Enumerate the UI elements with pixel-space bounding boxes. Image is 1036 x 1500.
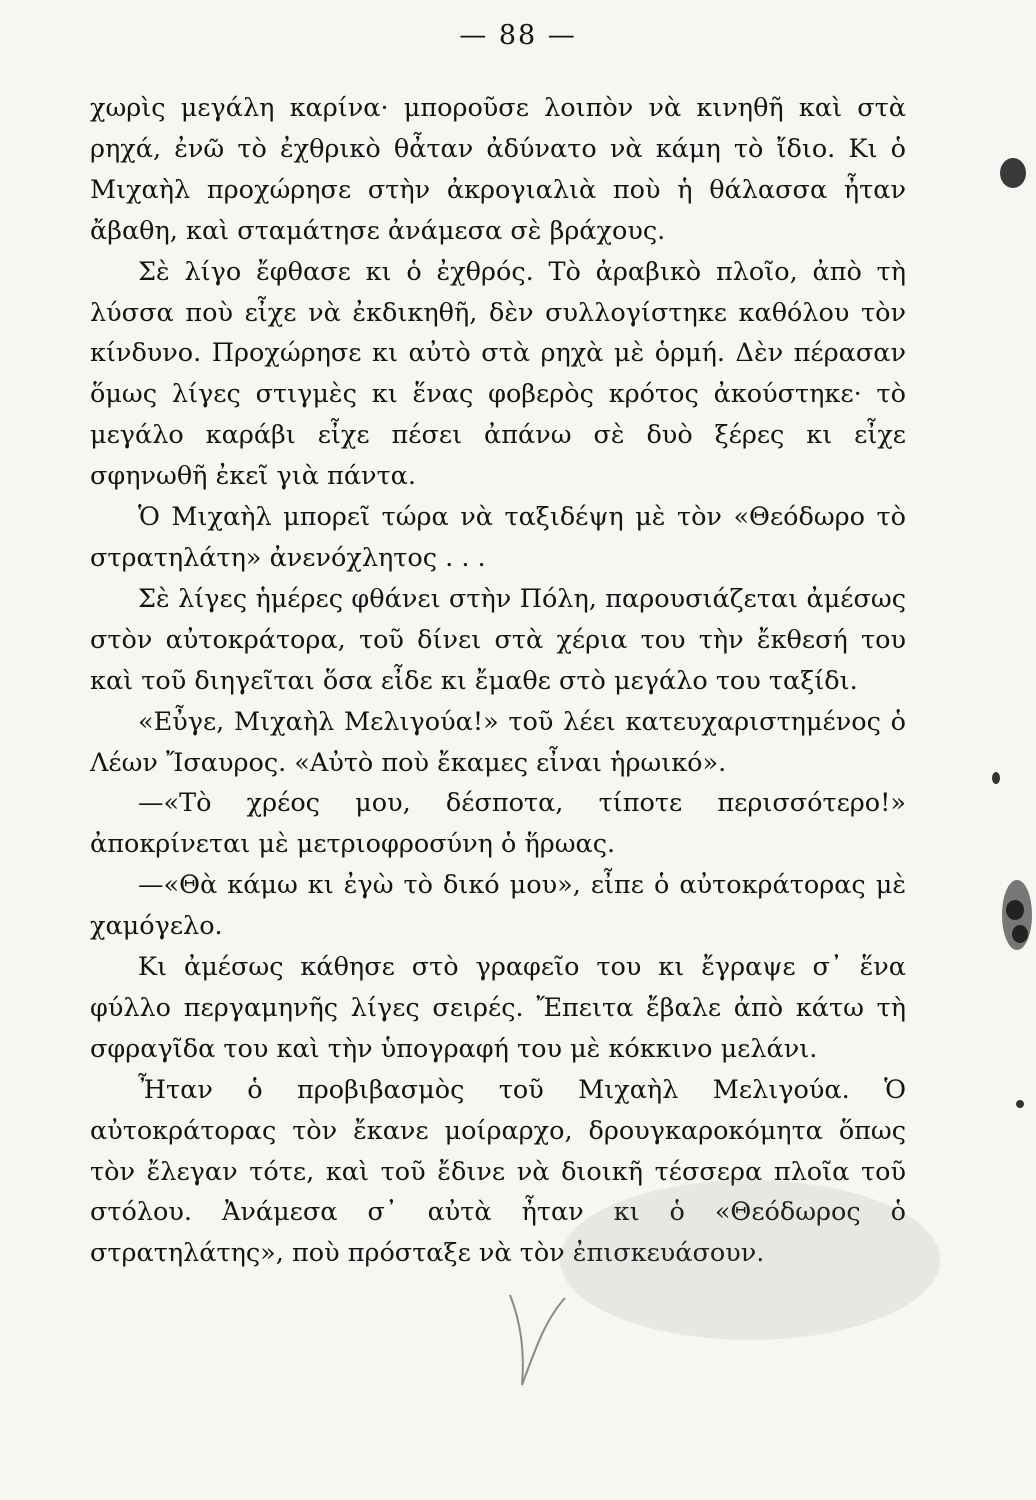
ink-blot: [1006, 900, 1024, 920]
ink-blot: [992, 772, 1000, 784]
paragraph: Σὲ λίγο ἔφθασε κι ὁ ἐχθρός. Τὸ ἀραβικὸ πλοῖο, ἀπὸ τὴ λύσσα ποὺ εἶχε νὰ ἐκδικηθῆ, δὲν συλλογίστηκε καθόλου τὸν κίνδυνο. Προχώρησε κι αὐτὸ στὰ ρηχὰ μὲ ὁρμή. Δὲν πέρασαν ὅμως λίγες στιγμὲς κι ἕνας φοβερὸς κρότος ἀκούστηκε· τὸ μεγάλο καράβι εἶχε πέσει ἀπάνω σὲ δυὸ ξέρες κι εἶχε σφηνωθῆ ἐκεῖ γιὰ πάντα.: [90, 256, 906, 492]
paragraph: —«Θὰ κάμω κι ἐγὼ τὸ δικό μου», εἶπε ὁ αὐτοκράτορας μὲ χαμόγελο.: [90, 870, 906, 942]
paragraph: χωρὶς μεγάλη καρίνα· μποροῦσε λοιπὸν νὰ κινηθῆ καὶ στὰ ρηχά, ἐνῶ τὸ ἐχθρικὸ θἆταν ἀδύνατο νὰ κάμη τὸ ἴδιο. Κι ὁ Μιχαὴλ προχώρησε στὴν ἀκρογιαλιὰ ποὺ ἡ θάλασσα ἦταν ἄβαθη, καὶ σταμάτησε ἀνάμεσα σὲ βράχους.: [90, 93, 906, 246]
paragraph: Ὁ Μιχαὴλ μπορεῖ τώρα νὰ ταξιδέψη μὲ τὸν «Θεόδωρο τὸ στρατηλάτη» ἀνενόχλητος . . .: [90, 502, 906, 573]
paragraph: Ἦταν ὁ προβιβασμὸς τοῦ Μιχαὴλ Μελιγούα. Ὁ αὐτοκράτορας τὸν ἔκανε μοίραρχο, δρουγκαροκόμητα ὅπως τὸν ἔλεγαν τότε, καὶ τοῦ ἔδινε νὰ διοικῆ τέσσερα πλοῖα τοῦ στόλου. Ἀνάμεσα σ᾽ αὐτὰ ἦταν κι ὁ «Θεόδωρος ὁ στρατηλάτης», ποὺ πρόσταξε νὰ τὸν ἐπισκευάσουν.: [90, 1074, 906, 1269]
ink-blot: [1000, 158, 1026, 188]
pencil-mark: [500, 1290, 570, 1390]
bleed-through-shadow: [560, 1180, 940, 1340]
paragraph: Κι ἀμέσως κάθησε στὸ γραφεῖο του κι ἔγραψε σ᾽ ἕνα φύλλο περγαμηνῆς λίγες σειρές. Ἔπειτα ἔβαλε ἀπὸ κάτω τὴ σφραγῖδα του καὶ τὴν ὑπογραφή του μὲ κόκκινο μελάνι.: [90, 952, 906, 1064]
paragraph: —«Τὸ χρέος μου, δέσποτα, τίποτε περισσότερο!» ἀποκρίνεται μὲ μετριοφροσύνη ὁ ἥρωας.: [90, 788, 906, 860]
paragraph: «Εὖγε, Μιχαὴλ Μελιγούα!» τοῦ λέει κατευχαριστημένος ὁ Λέων Ἴσαυρος. «Αὐτὸ ποὺ ἔκαμες εἶναι ἡρωικό».: [90, 706, 906, 778]
body-text: [90, 88, 906, 1274]
page-number: — 88 —: [459, 20, 577, 51]
ink-blot: [1012, 925, 1028, 943]
paragraph: Σὲ λίγες ἡμέρες φθάνει στὴν Πόλη, παρουσιάζεται ἀμέσως στὸν αὐτοκράτορα, τοῦ δίνει στὰ χέρια του τὴν ἔκθεσή του καὶ τοῦ διηγεῖται ὅσα εἶδε κι ἔμαθε στὸ μεγάλο του ταξίδι.: [90, 583, 906, 696]
ink-blot: [1016, 1100, 1024, 1108]
